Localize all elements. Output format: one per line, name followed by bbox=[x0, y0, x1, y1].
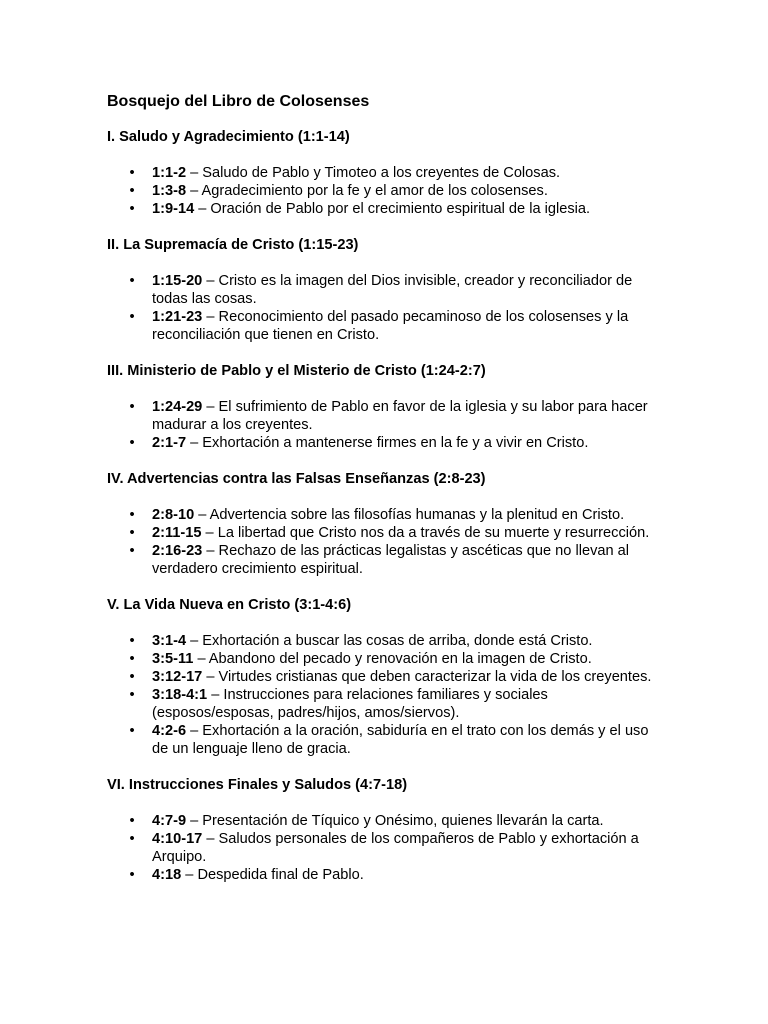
list-item bbox=[107, 308, 667, 344]
item-description: – Virtudes cristianas que deben caracterizar la vida de los creyentes. bbox=[202, 669, 652, 685]
verse-reference: 1:1-2 bbox=[152, 165, 187, 181]
verse-reference: 4:7-9 bbox=[152, 813, 187, 829]
item-description: – Despedida final de Pablo. bbox=[181, 867, 364, 883]
bullet-icon: • bbox=[129, 525, 135, 541]
section-heading: I. Saludo y Agradecimiento (1:1-14) bbox=[107, 129, 350, 145]
verse-reference: 2:1-7 bbox=[152, 435, 187, 451]
item-description: – Saludo de Pablo y Timoteo a los creyentes de Colosas. bbox=[186, 165, 561, 181]
item-description: – Agradecimiento por la fe y el amor de los colosenses. bbox=[186, 183, 548, 199]
verse-reference: 2:8-10 bbox=[152, 507, 195, 523]
item-description: – Saludos personales de los compañeros de Pablo y exhortación a Arquipo. bbox=[152, 831, 639, 865]
list-item bbox=[107, 398, 667, 434]
item-description: – La libertad que Cristo nos da a través de su muerte y resurrección. bbox=[201, 525, 650, 541]
item-description: – Presentación de Tíquico y Onésimo, quienes llevarán la carta. bbox=[186, 813, 604, 829]
bullet-icon: • bbox=[129, 687, 135, 703]
bullet-icon: • bbox=[129, 399, 135, 415]
section-heading: IV. Advertencias contra las Falsas Enseñanzas (2:8-23) bbox=[107, 471, 486, 487]
bullet-icon: • bbox=[129, 831, 135, 847]
item-description: – El sufrimiento de Pablo en favor de la iglesia y su labor para hacer madurar a los creyentes. bbox=[152, 399, 648, 433]
verse-reference: 3:1-4 bbox=[152, 633, 187, 649]
list-item bbox=[107, 722, 667, 758]
outline-sections bbox=[107, 128, 667, 884]
list-item bbox=[107, 506, 667, 524]
list-item bbox=[107, 830, 667, 866]
item-description: – Exhortación a la oración, sabiduría en el trato con los demás y el uso de un lenguaje lleno de gracia. bbox=[152, 723, 649, 757]
verse-reference: 2:11-15 bbox=[152, 525, 202, 541]
verse-reference: 1:21-23 bbox=[152, 309, 203, 325]
section-heading: VI. Instrucciones Finales y Saludos (4:7-18) bbox=[107, 777, 408, 793]
item-description: – Exhortación a mantenerse firmes en la fe y a vivir en Cristo. bbox=[186, 435, 589, 451]
verse-reference: 4:10-17 bbox=[152, 831, 203, 847]
section-item-list bbox=[107, 812, 667, 884]
verse-reference: 3:18-4:1 bbox=[152, 687, 208, 703]
list-item bbox=[107, 272, 667, 308]
section-item-list bbox=[107, 632, 667, 758]
item-description: – Advertencia sobre las filosofías humanas y la plenitud en Cristo. bbox=[194, 507, 625, 523]
item-description: – Oración de Pablo por el crecimiento espiritual de la iglesia. bbox=[194, 201, 591, 217]
bullet-icon: • bbox=[129, 723, 135, 739]
bullet-icon: • bbox=[129, 165, 135, 181]
verse-reference: 4:18 bbox=[152, 867, 182, 883]
list-item bbox=[107, 632, 667, 650]
bullet-icon: • bbox=[129, 543, 135, 559]
list-item bbox=[107, 200, 667, 218]
bullet-icon: • bbox=[129, 201, 135, 217]
bullet-icon: • bbox=[129, 183, 135, 199]
verse-reference: 1:15-20 bbox=[152, 273, 203, 289]
list-item bbox=[107, 686, 667, 722]
section-item-list bbox=[107, 506, 667, 578]
item-description: – Cristo es la imagen del Dios invisible, creador y reconciliador de todas las cosas. bbox=[152, 273, 633, 307]
list-item bbox=[107, 866, 667, 884]
item-description: – Instrucciones para relaciones familiares y sociales (esposos/esposas, padres/hijos, amos/siervos). bbox=[152, 687, 548, 721]
verse-reference: 2:16-23 bbox=[152, 543, 203, 559]
verse-reference: 3:12-17 bbox=[152, 669, 203, 685]
list-item bbox=[107, 164, 667, 182]
section-item-list bbox=[107, 398, 667, 452]
list-item bbox=[107, 668, 667, 686]
list-item bbox=[107, 434, 667, 452]
item-description: – Exhortación a buscar las cosas de arriba, donde está Cristo. bbox=[186, 633, 593, 649]
bullet-icon: • bbox=[129, 669, 135, 685]
section-heading: III. Ministerio de Pablo y el Misterio de Cristo (1:24-2:7) bbox=[107, 363, 486, 379]
item-description: – Rechazo de las prácticas legalistas y ascéticas que no llevan al verdadero crecimiento espiritual. bbox=[152, 543, 630, 577]
verse-reference: 3:5-11 bbox=[152, 651, 194, 667]
bullet-icon: • bbox=[129, 813, 135, 829]
bullet-icon: • bbox=[129, 273, 135, 289]
verse-reference: 1:3-8 bbox=[152, 183, 187, 199]
list-item bbox=[107, 542, 667, 578]
document-page bbox=[107, 91, 667, 902]
verse-reference: 1:9-14 bbox=[152, 201, 195, 217]
document-title: Bosquejo del Libro de Colosenses bbox=[107, 93, 370, 110]
item-description: – Reconocimiento del pasado pecaminoso de los colosenses y la reconciliación que tienen en Cristo. bbox=[152, 309, 629, 343]
section-item-list bbox=[107, 164, 667, 218]
bullet-icon: • bbox=[129, 867, 135, 883]
bullet-icon: • bbox=[129, 309, 135, 325]
list-item bbox=[107, 650, 667, 668]
item-description: – Abandono del pecado y renovación en la imagen de Cristo. bbox=[193, 651, 592, 667]
section-heading: V. La Vida Nueva en Cristo (3:1-4:6) bbox=[107, 597, 352, 613]
bullet-icon: • bbox=[129, 633, 135, 649]
list-item bbox=[107, 182, 667, 200]
list-item bbox=[107, 524, 667, 542]
verse-reference: 1:24-29 bbox=[152, 399, 203, 415]
section-item-list bbox=[107, 272, 667, 344]
section-heading: II. La Supremacía de Cristo (1:15-23) bbox=[107, 237, 359, 253]
list-item bbox=[107, 812, 667, 830]
bullet-icon: • bbox=[129, 435, 135, 451]
bullet-icon: • bbox=[129, 651, 135, 667]
bullet-icon: • bbox=[129, 507, 135, 523]
verse-reference: 4:2-6 bbox=[152, 723, 187, 739]
